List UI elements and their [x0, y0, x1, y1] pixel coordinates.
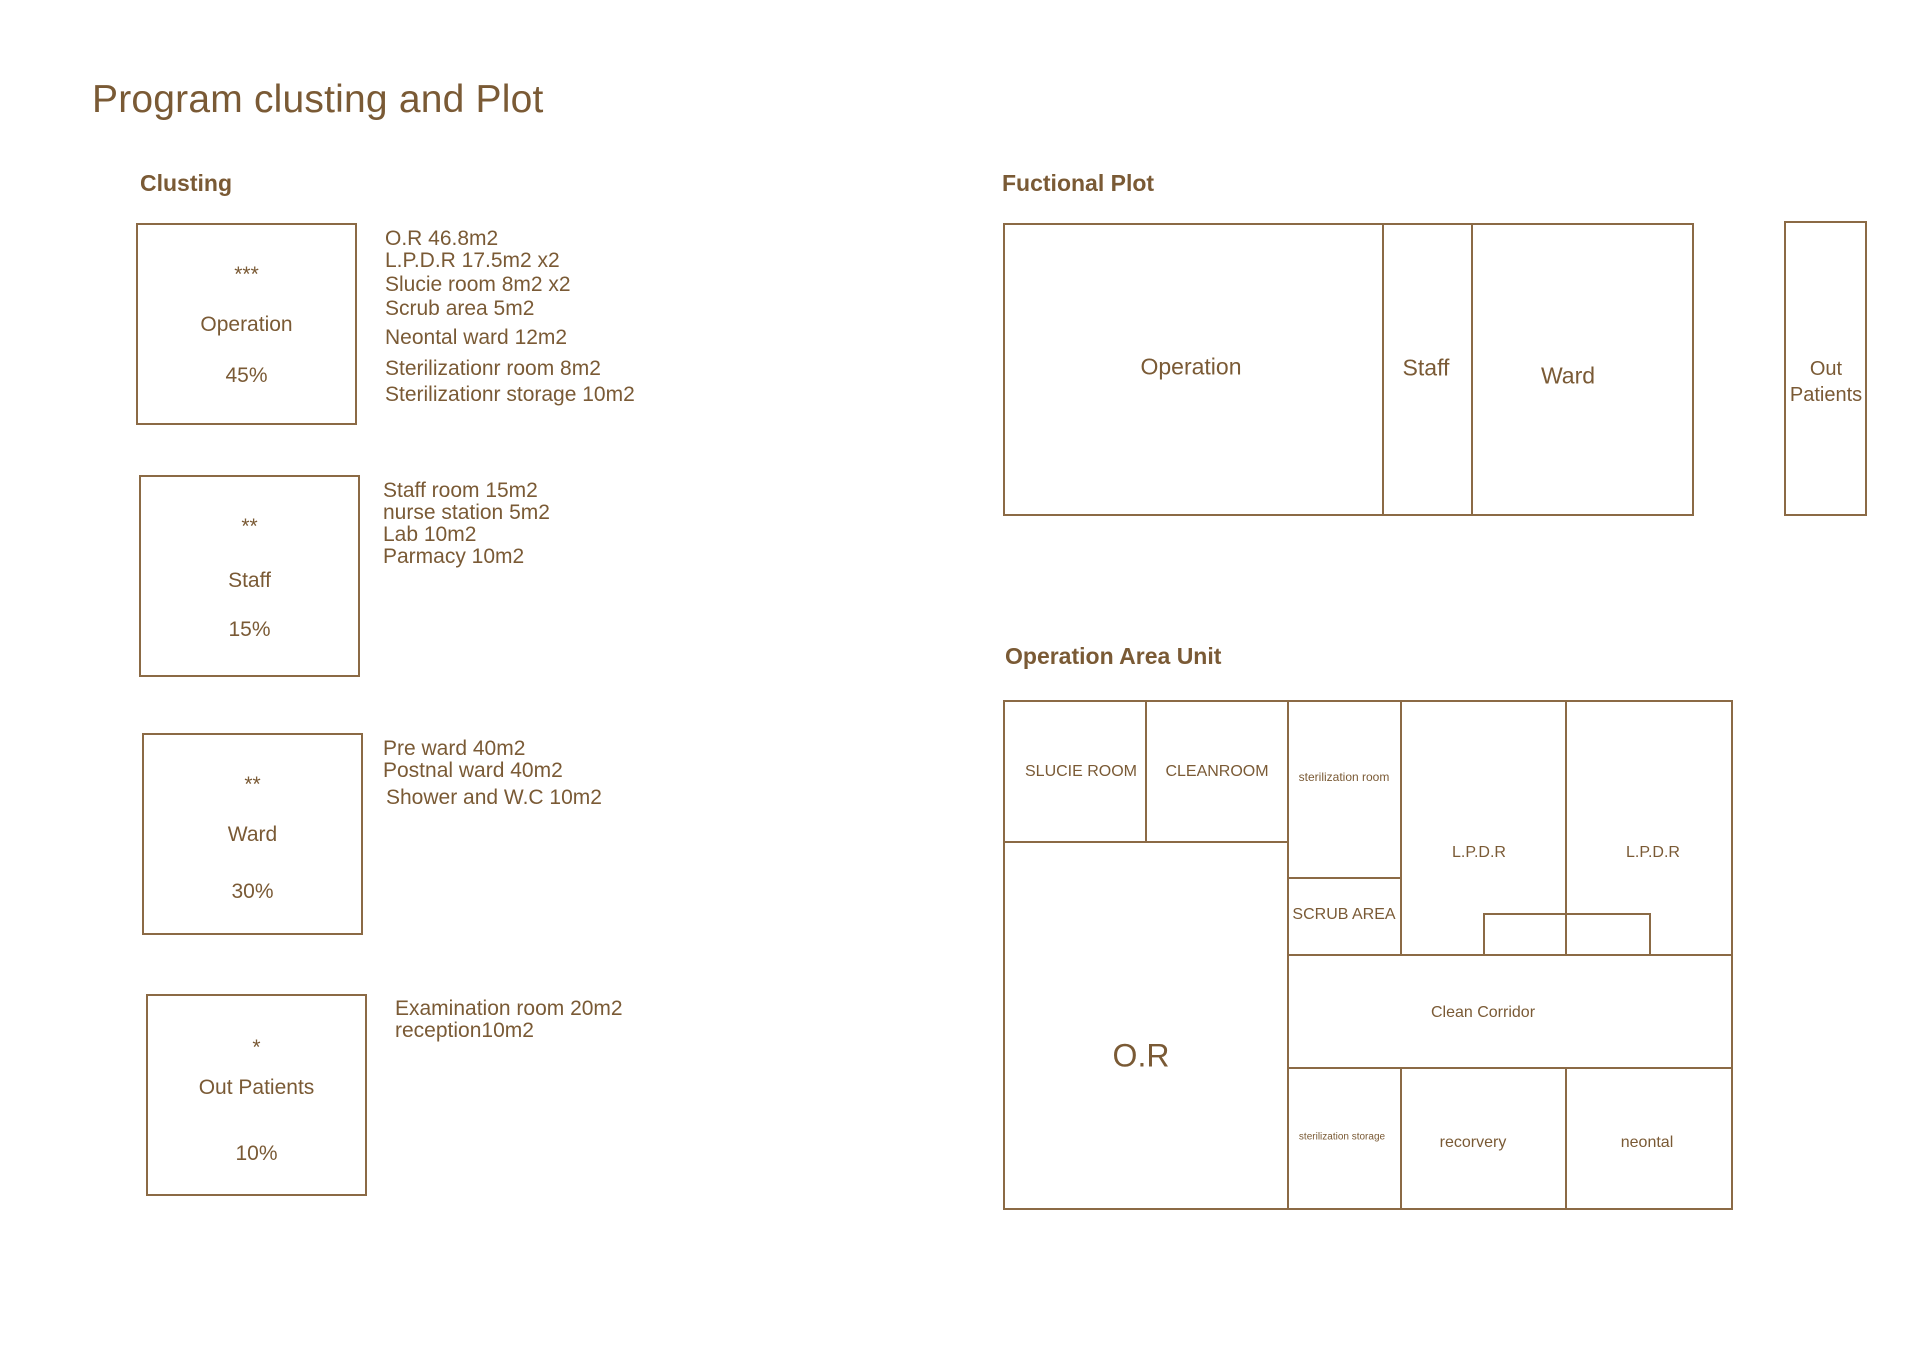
room-or-label: O.R: [1112, 1037, 1170, 1074]
functional-plot-heading: Fuctional Plot: [1002, 170, 1155, 196]
operation-unit-heading: Operation Area Unit: [1005, 643, 1222, 669]
cluster-name: Ward: [227, 823, 278, 846]
room-spec: Lab 10m2: [383, 523, 477, 546]
room-spec: Shower and W.C 10m2: [386, 786, 602, 809]
room-slucie-label: SLUCIE ROOM: [1024, 763, 1138, 780]
cluster-percent: 15%: [228, 618, 271, 641]
zone-outpatients-line: Patients: [1789, 384, 1863, 406]
room-lpdr-label: L.P.D.R: [1452, 844, 1506, 861]
cluster-stars: ***: [234, 263, 259, 286]
zone-operation-label: Operation: [1140, 353, 1242, 380]
cluster-percent: 30%: [231, 880, 274, 903]
room-spec: Sterilizationr storage 10m2: [385, 383, 635, 406]
cluster-stars: *: [252, 1036, 261, 1059]
room-sterilization-label: sterilization room: [1298, 770, 1390, 784]
cluster-stars: **: [244, 773, 261, 796]
cluster-name: Staff: [228, 569, 271, 592]
cluster-percent: 10%: [235, 1142, 278, 1165]
room-sterilization-storage-label: sterilization storage: [1298, 1131, 1386, 1143]
cluster-name: Out Patients: [198, 1076, 315, 1099]
room-spec: reception10m2: [395, 1019, 534, 1042]
cluster-name: Operation: [200, 313, 293, 336]
cluster-stars: **: [241, 515, 258, 538]
room-spec: Staff room 15m2: [383, 479, 538, 502]
room-spec: nurse station 5m2: [383, 501, 550, 524]
zone-staff-label: Staff: [1402, 354, 1450, 381]
room-spec: Parmacy 10m2: [383, 545, 525, 568]
room-spec: Postnal ward 40m2: [383, 759, 563, 782]
zone-outpatients-label: [1790, 356, 1862, 408]
room-spec: Pre ward 40m2: [383, 737, 526, 760]
zone-outpatients-line: Out: [1809, 358, 1843, 380]
page-title: Program clusting and Plot: [92, 78, 544, 121]
room-lpdr-label: L.P.D.R: [1626, 844, 1680, 861]
room-recovery-label: recorvery: [1439, 1134, 1507, 1151]
room-spec: Scrub area 5m2: [385, 297, 535, 320]
clusting-heading: Clusting: [140, 170, 232, 196]
room-scrub-label: SCRUB AREA: [1292, 906, 1396, 923]
room-neontal-label: neontal: [1620, 1134, 1674, 1151]
room-spec: Sterilizationr room 8m2: [385, 357, 601, 380]
room-spec: O.R 46.8m2: [385, 227, 499, 250]
room-spec: Slucie room 8m2 x2: [385, 273, 571, 296]
room-spec: L.P.D.R 17.5m2 x2: [385, 249, 560, 272]
cluster-percent: 45%: [225, 364, 268, 387]
room-cleanroom-label: CLEANROOM: [1165, 763, 1269, 780]
room-spec: Examination room 20m2: [395, 997, 623, 1020]
zone-ward-label: Ward: [1540, 362, 1596, 389]
room-spec: Neontal ward 12m2: [385, 326, 568, 349]
room-corridor-label: Clean Corridor: [1430, 1004, 1536, 1021]
